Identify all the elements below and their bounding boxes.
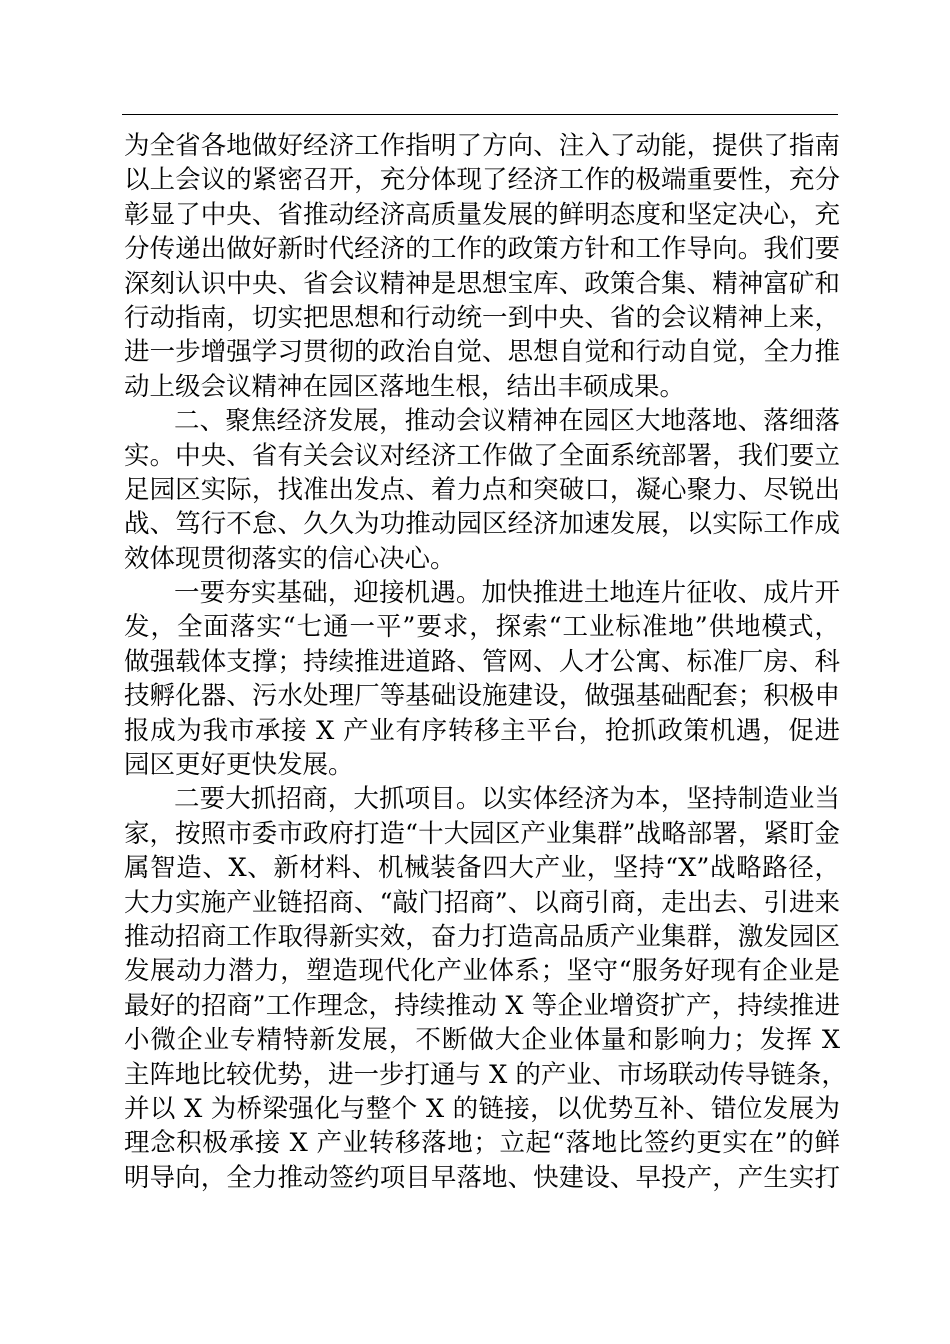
text-line: 小微企业专精特新发展，不断做大企业体量和影响力；发挥 X: [124, 1025, 840, 1056]
document-body: [124, 129, 847, 1195]
text-line: 战、笃行不怠、久久为功推动园区经济加速发展，以实际工作成: [124, 509, 840, 540]
text-line: 理念积极承接 X 产业转移落地；立起“落地比签约更实在”的鲜: [124, 1128, 840, 1159]
paragraph-4: [124, 782, 847, 1195]
text-line: 动上级会议精神在园区落地生根，结出丰硕成果。: [124, 371, 686, 402]
text-line: 报成为我市承接 X 产业有序转移主平台，抢抓政策机遇，促进: [124, 715, 840, 746]
text-line: 推动招商工作取得新实效，奋力打造高品质产业集群，激发园区: [124, 921, 840, 952]
text-line: 彰显了中央、省推动经济高质量发展的鲜明态度和坚定决心，充: [124, 199, 840, 230]
text-line: 明导向，全力推动签约项目早落地、快建设、早投产，产生实打: [124, 1162, 840, 1193]
text-line: 深刻认识中央、省会议精神是思想宝库、政策合集、精神富矿和: [124, 268, 840, 299]
text-line: 园区更好更快发展。: [124, 750, 354, 781]
text-line: 发，全面落实“七通一平”要求，探索“工业标准地”供地模式，: [124, 612, 840, 643]
text-line: 二、聚焦经济发展，推动会议精神在园区大地落地、落细落: [174, 406, 840, 437]
text-line: 实。中央、省有关会议对经济工作做了全面系统部署，我们要立: [124, 440, 840, 471]
text-line: 主阵地比较优势，进一步打通与 X 的产业、市场联动传导链条，: [124, 1059, 847, 1090]
text-line: 一要夯实基础，迎接机遇。加快推进土地连片征收、成片开: [174, 578, 840, 609]
text-line: 发展动力潜力，塑造现代化产业体系；坚守“服务好现有企业是: [124, 956, 840, 987]
text-line: 家，按照市委市政府打造“十大园区产业集群”战略部署，紧盯金: [124, 818, 840, 849]
text-line: 技孵化器、污水处理厂等基础设施建设，做强基础配套；积极申: [124, 681, 840, 712]
text-line: 为全省各地做好经济工作指明了方向、注入了动能，提供了指南: [124, 131, 840, 161]
text-line: 以上会议的紧密召开，充分体现了经济工作的极端重要性，充分: [124, 165, 840, 196]
text-line: 二要大抓招商，大抓项目。以实体经济为本，坚持制造业当: [174, 784, 840, 815]
text-line: 进一步增强学习贯彻的政治自觉、思想自觉和行动自觉，全力推: [124, 337, 840, 368]
text-line: 分传递出做好新时代经济的工作的政策方针和工作导向。我们要: [124, 234, 840, 265]
text-line: 属智造、X、新材料、机械装备四大产业，坚持“X”战略路径，: [124, 853, 840, 884]
header-rule: [122, 114, 838, 115]
text-line: 效体现贯彻落实的信心决心。: [124, 543, 456, 574]
text-line: 大力实施产业链招商、“敲门招商”、以商引商，走出去、引进来: [124, 887, 840, 918]
paragraph-1: [124, 129, 840, 404]
paragraph-2: [124, 404, 840, 576]
text-line: 并以 X 为桥梁强化与整个 X 的链接，以优势互补、错位发展为: [124, 1093, 840, 1124]
text-line: 做强载体支撑；持续推进道路、管网、人才公寓、标准厂房、科: [124, 646, 840, 677]
paragraph-3: [124, 576, 840, 782]
text-line: 行动指南，切实把思想和行动统一到中央、省的会议精神上来，: [124, 302, 840, 333]
text-line: 足园区实际，找准出发点、着力点和突破口，凝心聚力、尽锐出: [124, 474, 840, 505]
text-line: 最好的招商”工作理念，持续推动 X 等企业增资扩产，持续推进: [124, 990, 840, 1021]
